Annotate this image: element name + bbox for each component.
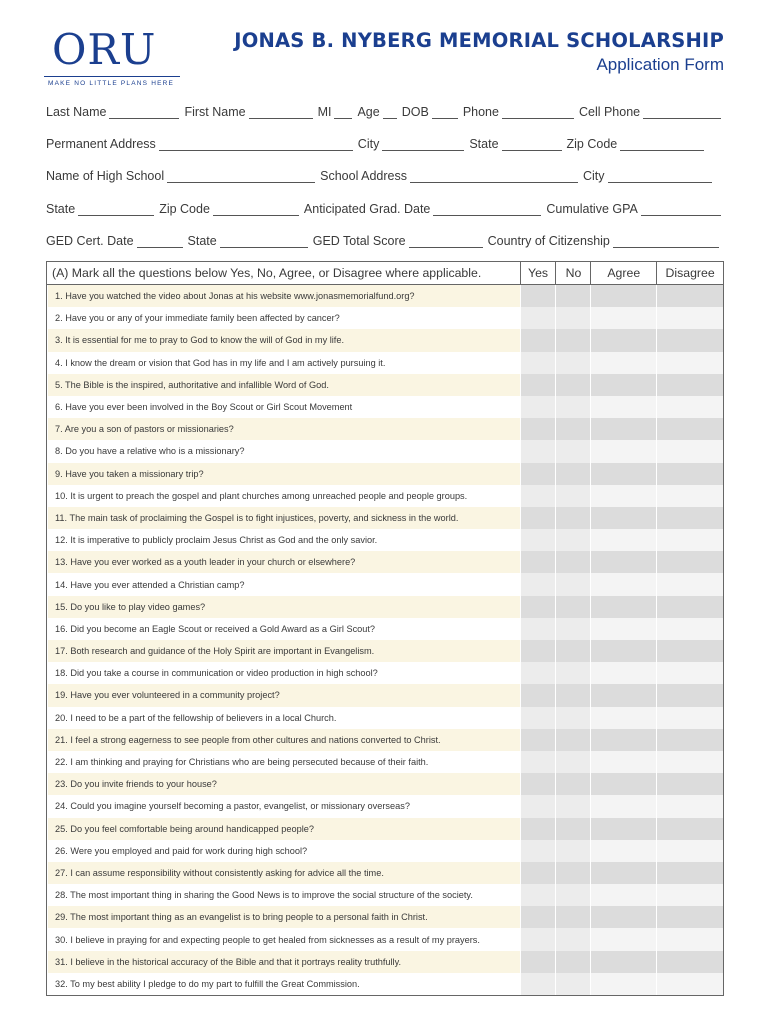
ged-score-input[interactable]: [409, 236, 483, 248]
permanent-address-label: Permanent Address: [46, 137, 156, 151]
answer-cell-yes[interactable]: [520, 862, 556, 884]
answer-cell-disagree[interactable]: [656, 352, 723, 374]
question-row: [47, 507, 723, 529]
question-text: 10. It is urgent to preach the gospel and plant churches among unreached people and people groups.: [47, 485, 520, 507]
question-text: 32. To my best ability I pledge to do my part to fulfill the Great Commission.: [47, 973, 520, 995]
school-zip-label: Zip Code: [159, 202, 210, 216]
question-text: 7. Are you a son of pastors or missionaries?: [47, 418, 520, 440]
answer-cell-yes[interactable]: [520, 818, 556, 840]
answer-cell-yes[interactable]: [520, 684, 556, 706]
answer-cell-agree[interactable]: [590, 596, 656, 618]
answer-cell-yes[interactable]: [520, 618, 556, 640]
answer-cell-agree[interactable]: [590, 840, 656, 862]
answer-cell-agree[interactable]: [590, 773, 656, 795]
question-row: [47, 884, 723, 906]
answer-cell-no[interactable]: [555, 928, 590, 950]
gpa-input[interactable]: [641, 204, 721, 216]
answer-cell-yes[interactable]: [520, 374, 556, 396]
address-row: [46, 133, 722, 151]
city-field[interactable]: [358, 137, 470, 151]
school-zip-field[interactable]: [159, 202, 304, 216]
column-header-yes: Yes: [520, 262, 556, 284]
answer-cell-no[interactable]: [555, 795, 590, 817]
answer-cell-no[interactable]: [555, 818, 590, 840]
answer-cell-agree[interactable]: [590, 862, 656, 884]
gpa-label: Cumulative GPA: [546, 202, 638, 216]
school-address-input[interactable]: [410, 171, 578, 183]
answer-cell-agree[interactable]: [590, 662, 656, 684]
answer-cell-agree[interactable]: [590, 329, 656, 351]
answer-cell-disagree[interactable]: [656, 884, 723, 906]
logo-wordmark: ORU: [52, 25, 157, 74]
grad-date-label: Anticipated Grad. Date: [303, 202, 431, 216]
answer-cell-no[interactable]: [555, 352, 590, 374]
gpa-field[interactable]: [546, 202, 720, 216]
question-row: [47, 662, 723, 684]
answer-cell-yes[interactable]: [520, 485, 556, 507]
question-text: 30. I believe in praying for and expecting people to get healed from sicknesses as a result of my prayers.: [47, 928, 520, 950]
questionnaire-table: [46, 261, 724, 996]
question-text: 31. I believe in the historical accuracy of the Bible and that it portrays reality truthfully.: [47, 951, 520, 973]
answer-cell-yes[interactable]: [520, 418, 556, 440]
answer-cell-disagree[interactable]: [656, 529, 723, 551]
question-text: 9. Have you taken a missionary trip?: [47, 463, 520, 485]
question-row: [47, 374, 723, 396]
question-text: 19. Have you ever volunteered in a community project?: [47, 684, 520, 706]
oru-logo: [44, 25, 180, 90]
question-row: [47, 951, 723, 973]
question-text: 27. I can assume responsibility without consistently asking for advice all the time.: [47, 862, 520, 884]
question-text: 23. Do you invite friends to your house?: [47, 773, 520, 795]
phone-label: Phone: [462, 105, 499, 119]
question-row: [47, 352, 723, 374]
answer-cell-disagree[interactable]: [656, 551, 723, 573]
phone-input[interactable]: [502, 107, 574, 119]
question-text: 15. Do you like to play video games?: [47, 596, 520, 618]
answer-cell-yes[interactable]: [520, 596, 556, 618]
mi-label: MI: [317, 105, 332, 119]
permanent-address-input[interactable]: [159, 139, 353, 151]
question-row: [47, 973, 723, 995]
school-zip-input[interactable]: [213, 204, 299, 216]
last-name-input[interactable]: [109, 107, 179, 119]
answer-cell-disagree[interactable]: [656, 329, 723, 351]
answer-cell-no[interactable]: [555, 840, 590, 862]
answer-cell-disagree[interactable]: [656, 973, 723, 995]
question-text: 24. Could you imagine yourself becoming a pastor, evangelist, or missionary overseas?: [47, 795, 520, 817]
question-text: 25. Do you feel comfortable being around handicapped people?: [47, 818, 520, 840]
high-school-label: Name of High School: [46, 169, 165, 183]
answer-cell-disagree[interactable]: [656, 507, 723, 529]
question-text: 3. It is essential for me to pray to God to know the will of God in my life.: [47, 329, 520, 351]
answer-cell-no[interactable]: [555, 329, 590, 351]
column-header-no: No: [555, 262, 590, 284]
answer-cell-no[interactable]: [555, 440, 590, 462]
answer-cell-disagree[interactable]: [656, 485, 723, 507]
questionnaire-header: [47, 262, 723, 285]
answer-cell-disagree[interactable]: [656, 463, 723, 485]
question-row: [47, 307, 723, 329]
answer-cell-agree[interactable]: [590, 795, 656, 817]
answer-cell-disagree[interactable]: [656, 618, 723, 640]
permanent-address-field[interactable]: [46, 137, 358, 151]
question-text: 28. The most important thing in sharing the Good News is to improve the social structure of the society.: [47, 884, 520, 906]
first-name-label: First Name: [184, 105, 246, 119]
answer-cell-yes[interactable]: [520, 951, 556, 973]
answer-cell-disagree[interactable]: [656, 928, 723, 950]
answer-cell-disagree[interactable]: [656, 418, 723, 440]
mi-field[interactable]: [318, 105, 358, 119]
question-row: [47, 840, 723, 862]
citizenship-label: Country of Citizenship: [487, 234, 610, 248]
answer-cell-no[interactable]: [555, 551, 590, 573]
age-input[interactable]: [383, 107, 397, 119]
question-text: 8. Do you have a relative who is a missionary?: [47, 440, 520, 462]
state-label: State: [469, 137, 499, 151]
state-input[interactable]: [502, 139, 562, 151]
question-row: [47, 707, 723, 729]
question-row: [47, 684, 723, 706]
answer-cell-no[interactable]: [555, 906, 590, 928]
ged-cert-date-input[interactable]: [137, 236, 183, 248]
answer-cell-yes[interactable]: [520, 707, 556, 729]
answer-cell-yes[interactable]: [520, 551, 556, 573]
answer-cell-disagree[interactable]: [656, 818, 723, 840]
age-field[interactable]: [357, 105, 401, 119]
school-address-field[interactable]: [320, 169, 583, 183]
citizenship-input[interactable]: [613, 236, 719, 248]
answer-cell-disagree[interactable]: [656, 773, 723, 795]
question-text: 12. It is imperative to publicly proclaim Jesus Christ as God and the only savior.: [47, 529, 520, 551]
answer-cell-disagree[interactable]: [656, 374, 723, 396]
school-city-input[interactable]: [608, 171, 712, 183]
high-school-input[interactable]: [167, 171, 315, 183]
answer-cell-yes[interactable]: [520, 463, 556, 485]
answer-cell-agree[interactable]: [590, 307, 656, 329]
question-text: 26. Were you employed and paid for work during high school?: [47, 840, 520, 862]
cell-phone-field[interactable]: [579, 105, 721, 119]
answer-cell-no[interactable]: [555, 707, 590, 729]
answer-cell-yes[interactable]: [520, 573, 556, 595]
question-row: [47, 618, 723, 640]
question-row: [47, 396, 723, 418]
answer-cell-disagree[interactable]: [656, 573, 723, 595]
answer-cell-agree[interactable]: [590, 529, 656, 551]
answer-cell-yes[interactable]: [520, 352, 556, 374]
answer-cell-yes[interactable]: [520, 884, 556, 906]
question-row: [47, 440, 723, 462]
zip-code-field[interactable]: [567, 137, 705, 151]
answer-cell-no[interactable]: [555, 485, 590, 507]
answer-cell-agree[interactable]: [590, 707, 656, 729]
answer-cell-no[interactable]: [555, 640, 590, 662]
question-row: [47, 573, 723, 595]
answer-cell-agree[interactable]: [590, 951, 656, 973]
answer-cell-no[interactable]: [555, 374, 590, 396]
questionnaire-instruction: (A) Mark all the questions below Yes, No, Agree, or Disagree where applicable.: [52, 266, 482, 280]
question-text: 21. I feel a strong eagerness to see people from other cultures and nations converted to Christ.: [47, 729, 520, 751]
grad-date-field[interactable]: [304, 202, 546, 216]
answer-cell-yes[interactable]: [520, 440, 556, 462]
last-name-label: Last Name: [46, 105, 107, 119]
answer-cell-no[interactable]: [555, 618, 590, 640]
answer-cell-agree[interactable]: [590, 818, 656, 840]
answer-cell-disagree[interactable]: [656, 440, 723, 462]
question-row: [47, 751, 723, 773]
answer-cell-disagree[interactable]: [656, 640, 723, 662]
answer-cell-yes[interactable]: [520, 307, 556, 329]
answer-cell-no[interactable]: [555, 285, 590, 307]
answer-cell-yes[interactable]: [520, 507, 556, 529]
question-text: 29. The most important thing as an evangelist is to bring people to a personal faith in Christ.: [47, 906, 520, 928]
answer-cell-yes[interactable]: [520, 396, 556, 418]
zip-code-input[interactable]: [620, 139, 704, 151]
answer-cell-disagree[interactable]: [656, 396, 723, 418]
answer-cell-yes[interactable]: [520, 662, 556, 684]
question-text: 17. Both research and guidance of the Holy Spirit are important in Evangelism.: [47, 640, 520, 662]
question-row: [47, 463, 723, 485]
answer-cell-disagree[interactable]: [656, 840, 723, 862]
question-row: [47, 485, 723, 507]
dob-field[interactable]: [402, 105, 463, 119]
question-row: [47, 329, 723, 351]
question-row: [47, 640, 723, 662]
answer-cell-no[interactable]: [555, 662, 590, 684]
question-text: 13. Have you ever worked as a youth leader in your church or elsewhere?: [47, 551, 520, 573]
answer-cell-yes[interactable]: [520, 285, 556, 307]
answer-cell-no[interactable]: [555, 729, 590, 751]
answer-cell-agree[interactable]: [590, 374, 656, 396]
question-row: [47, 795, 723, 817]
ged-cert-date-label: GED Cert. Date: [46, 234, 134, 248]
school-state-field[interactable]: [46, 202, 159, 216]
question-row: [47, 729, 723, 751]
age-label: Age: [357, 105, 380, 119]
form-subtitle: Application Form: [596, 55, 724, 74]
answer-cell-yes[interactable]: [520, 906, 556, 928]
city-label: City: [357, 137, 380, 151]
question-text: 1. Have you watched the video about Jonas at his website www.jonasmemorialfund.org?: [47, 285, 520, 307]
citizenship-field[interactable]: [488, 234, 719, 248]
answer-cell-agree[interactable]: [590, 573, 656, 595]
answer-cell-agree[interactable]: [590, 906, 656, 928]
answer-cell-agree[interactable]: [590, 884, 656, 906]
ged-cert-date-field[interactable]: [46, 234, 188, 248]
question-text: 18. Did you take a course in communication or video production in high school?: [47, 662, 520, 684]
zip-code-label: Zip Code: [566, 137, 618, 151]
school-row: [46, 165, 722, 183]
question-text: 16. Did you become an Eagle Scout or received a Gold Award as a Girl Scout?: [47, 618, 520, 640]
answer-cell-disagree[interactable]: [656, 596, 723, 618]
answer-cell-disagree[interactable]: [656, 906, 723, 928]
school-state-input[interactable]: [78, 204, 154, 216]
answer-cell-agree[interactable]: [590, 463, 656, 485]
answer-cell-no[interactable]: [555, 973, 590, 995]
answer-cell-yes[interactable]: [520, 751, 556, 773]
answer-cell-yes[interactable]: [520, 529, 556, 551]
answer-cell-yes[interactable]: [520, 640, 556, 662]
answer-cell-disagree[interactable]: [656, 285, 723, 307]
answer-cell-disagree[interactable]: [656, 951, 723, 973]
logo-divider: [44, 76, 180, 77]
question-row: [47, 928, 723, 950]
answer-cell-yes[interactable]: [520, 840, 556, 862]
answer-cell-agree[interactable]: [590, 418, 656, 440]
dob-label: DOB: [401, 105, 429, 119]
question-text: 2. Have you or any of your immediate family been affected by cancer?: [47, 307, 520, 329]
answer-cell-disagree[interactable]: [656, 862, 723, 884]
ged-state-input[interactable]: [220, 236, 308, 248]
column-header-disagree: Disagree: [656, 262, 723, 284]
question-row: [47, 906, 723, 928]
answer-cell-no[interactable]: [555, 751, 590, 773]
question-text: 20. I need to be a part of the fellowship of believers in a local Church.: [47, 707, 520, 729]
answer-cell-no[interactable]: [555, 862, 590, 884]
answer-cell-agree[interactable]: [590, 507, 656, 529]
question-row: [47, 551, 723, 573]
school-state-label: State: [46, 202, 76, 216]
personal-info-row: [46, 101, 722, 119]
answer-cell-no[interactable]: [555, 596, 590, 618]
answer-cell-disagree[interactable]: [656, 707, 723, 729]
graduation-row: [46, 198, 722, 216]
answer-cell-agree[interactable]: [590, 973, 656, 995]
answer-cell-agree[interactable]: [590, 928, 656, 950]
school-city-label: City: [582, 169, 605, 183]
answer-cell-disagree[interactable]: [656, 684, 723, 706]
answer-cell-no[interactable]: [555, 684, 590, 706]
answer-cell-agree[interactable]: [590, 440, 656, 462]
question-text: 11. The main task of proclaiming the Gospel is to fight injustices, poverty, and sickness in the world.: [47, 507, 520, 529]
first-name-input[interactable]: [249, 107, 313, 119]
answer-cell-no[interactable]: [555, 884, 590, 906]
answer-cell-no[interactable]: [555, 507, 590, 529]
answer-cell-agree[interactable]: [590, 285, 656, 307]
question-row: [47, 818, 723, 840]
question-row: [47, 596, 723, 618]
question-text: 6. Have you ever been involved in the Boy Scout or Girl Scout Movement: [47, 396, 520, 418]
answer-cell-disagree[interactable]: [656, 307, 723, 329]
question-text: 14. Have you ever attended a Christian camp?: [47, 573, 520, 595]
answer-cell-agree[interactable]: [590, 751, 656, 773]
answer-cell-disagree[interactable]: [656, 662, 723, 684]
answer-cell-agree[interactable]: [590, 640, 656, 662]
ged-state-label: State: [187, 234, 217, 248]
answer-cell-yes[interactable]: [520, 928, 556, 950]
question-row: [47, 529, 723, 551]
answer-cell-agree[interactable]: [590, 352, 656, 374]
logo-tagline: MAKE NO LITTLE PLANS HERE: [48, 80, 175, 87]
question-row: [47, 418, 723, 440]
answer-cell-yes[interactable]: [520, 973, 556, 995]
column-header-agree: Agree: [590, 262, 656, 284]
school-city-field[interactable]: [583, 169, 712, 183]
question-text: 5. The Bible is the inspired, authoritative and infallible Word of God.: [47, 374, 520, 396]
phone-field[interactable]: [463, 105, 579, 119]
question-row: [47, 862, 723, 884]
mi-input[interactable]: [334, 107, 352, 119]
first-name-field[interactable]: [184, 105, 317, 119]
last-name-field[interactable]: [46, 105, 184, 119]
grad-date-input[interactable]: [433, 204, 541, 216]
questionnaire-body: [47, 285, 723, 995]
answer-cell-agree[interactable]: [590, 396, 656, 418]
dob-input[interactable]: [432, 107, 458, 119]
answer-cell-no[interactable]: [555, 463, 590, 485]
cell-phone-input[interactable]: [643, 107, 721, 119]
school-address-label: School Address: [320, 169, 407, 183]
ged-score-label: GED Total Score: [312, 234, 406, 248]
answer-cell-no[interactable]: [555, 529, 590, 551]
answer-cell-no[interactable]: [555, 573, 590, 595]
ged-row: [46, 230, 722, 248]
answer-cell-disagree[interactable]: [656, 795, 723, 817]
answer-cell-agree[interactable]: [590, 684, 656, 706]
answer-cell-agree[interactable]: [590, 551, 656, 573]
high-school-field[interactable]: [46, 169, 320, 183]
answer-cell-no[interactable]: [555, 396, 590, 418]
ged-state-field[interactable]: [188, 234, 313, 248]
city-input[interactable]: [382, 139, 464, 151]
ged-score-field[interactable]: [313, 234, 488, 248]
question-row: [47, 773, 723, 795]
answer-cell-yes[interactable]: [520, 729, 556, 751]
answer-cell-agree[interactable]: [590, 485, 656, 507]
question-text: 22. I am thinking and praying for Christians who are being persecuted because of their faith.: [47, 751, 520, 773]
answer-cell-yes[interactable]: [520, 329, 556, 351]
question-text: 4. I know the dream or vision that God has in my life and I am actively pursuing it.: [47, 352, 520, 374]
form-title: JONAS B. NYBERG MEMORIAL SCHOLARSHIP: [234, 29, 724, 52]
cell-phone-label: Cell Phone: [578, 105, 641, 119]
state-field[interactable]: [469, 137, 566, 151]
answer-cell-yes[interactable]: [520, 795, 556, 817]
answer-cell-no[interactable]: [555, 418, 590, 440]
question-row: [47, 285, 723, 307]
answer-cell-agree[interactable]: [590, 618, 656, 640]
answer-cell-no[interactable]: [555, 307, 590, 329]
answer-cell-disagree[interactable]: [656, 751, 723, 773]
answer-cell-disagree[interactable]: [656, 729, 723, 751]
answer-cell-agree[interactable]: [590, 729, 656, 751]
answer-cell-no[interactable]: [555, 773, 590, 795]
answer-cell-no[interactable]: [555, 951, 590, 973]
answer-cell-yes[interactable]: [520, 773, 556, 795]
